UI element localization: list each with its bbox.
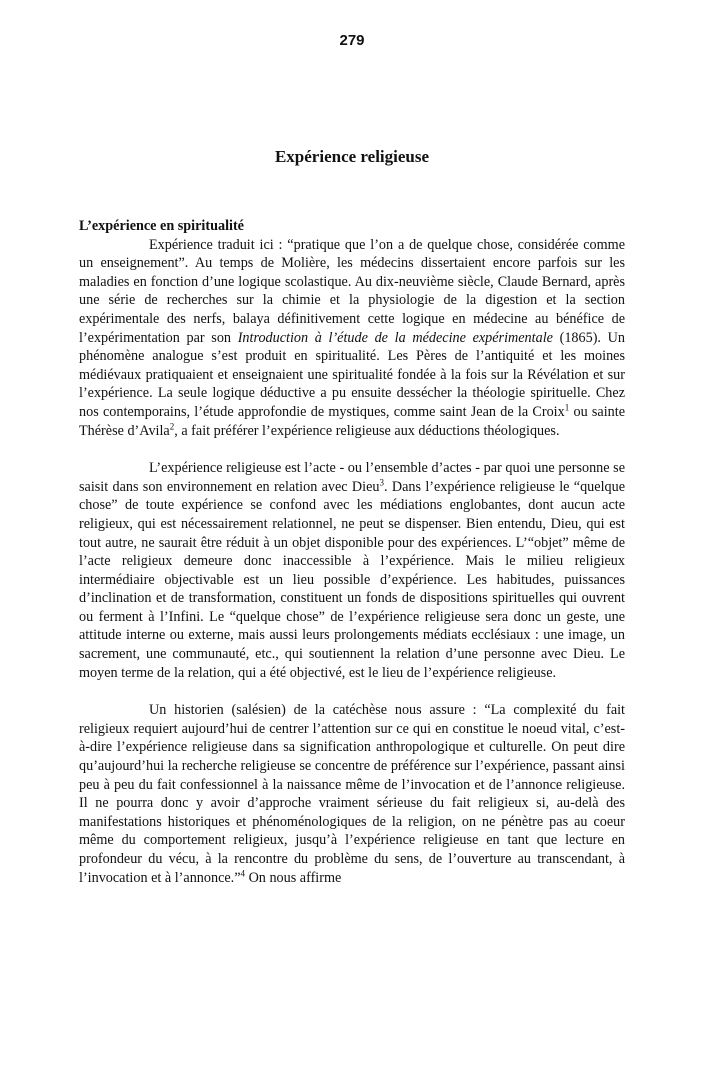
footnote-ref-1[interactable]: 1 bbox=[564, 402, 570, 413]
paragraph-2 bbox=[79, 459, 625, 682]
paragraph-1 bbox=[79, 236, 625, 441]
footnote-ref-4[interactable]: 4 bbox=[240, 867, 246, 878]
body-text bbox=[79, 217, 625, 887]
paragraph-2-text-a: L’expérience religieuse est l’acte - ou l’ensemble d’actes - par quoi une personne se saisit dans son environnement en relation avec Dieu bbox=[79, 460, 625, 495]
paragraph-1-text-a: Expérience traduit ici : “pratique que l’on a de quelque chose, considérée comme un enseignement”. Au temps de Molière, les médecins dissertaient encore parfois sur les maladies en fonction d’une logique scolastique. Au dix-neuvième siècle, Claude Bernard, après une série de recherches sur la chimie et la physiologie de la digestion et la section expérimentale des nerfs, balaya définitivement cette logique en médecine au bénéfice de l’expérimentation par son bbox=[79, 236, 625, 346]
paragraph-3 bbox=[79, 701, 625, 887]
paragraph-1-text-c: ou sainte Thérèse d’Avila bbox=[79, 403, 626, 439]
paragraph-1-text-d: , a fait préférer l’expérience religieuse aux déductions théologiques. bbox=[174, 422, 560, 439]
paragraph-3-text-b: On nous affirme bbox=[245, 869, 342, 886]
book-title: Introduction à l’étude de la médecine expérimentale bbox=[237, 329, 553, 346]
footnote-ref-2[interactable]: 2 bbox=[169, 420, 175, 431]
paragraph-1-text-b: (1865). Un phénomène analogue s’est produit en spiritualité. Les Pères de l’antiquité et les moines médiévaux pratiquaient et enseignaient une spiritualité fondée à la fois sur la Révélation et sur l’expérience. La seule logique déductive a pu ensuite dessécher la théologie spirituelle. Chez nos contemporains, l’étude approfondie de mystiques, comme saint Jean de la Croix bbox=[79, 329, 625, 420]
paragraph-3-text-a: Un historien (salésien) de la catéchèse nous assure : “La complexité du fait religieux requiert aujourd’hui de centrer l’attention sur ce qui en constitue le noeud vital, c’est-à-dire l’expérience religieuse dans sa signification anthropologique et culturelle. On peut dire qu’aujourd’hui la recherche religieuse se concentre de préférence sur l’expérience, passant ainsi peu à peu du fait confessionnel à la naissance même de l’invocation et de l’annonce religieuse. Il ne pourra donc y avoir d’approche vraiment sérieuse du fait religieux si, au-delà des manifestations historiques et phénoménologiques de la religion, on ne pénètre pas au coeur même du comportement religieux, jusqu’à l’expérience religieuse en tant que lecture en profondeur du vécu, à la rencontre du problème du sens, de l’ouverture au transcendant, à l’invocation et à l’annonce.” bbox=[79, 702, 625, 886]
section-heading: L’expérience en spiritualité bbox=[79, 218, 244, 234]
page-title: Expérience religieuse bbox=[274, 147, 430, 166]
paragraph-2-text-b: . Dans l’expérience religieuse le “quelque chose” de toute expérience se confond avec les médiations englobantes, dont aucun acte religieux, qui est nécessairement relationnel, ne peut se dispenser. Bien entendu, Dieu, qui est tout autre, ne saurait être réduit à un objet disponible pour des expériences. L’“objet” même de l’acte religieux demeure donc inaccessible à l’expérience. Mais le milieu religieux intermédiaire objectivable est un lieu possible d’expérience. Les habitudes, puissances d’inclination et de transformation, constituent un fonds de dispositions spirituelles qui ouvrent ou ferment à l’Infini. Le “quelque chose” de l’expérience religieuse sera donc un geste, une attitude interne ou externe, mais aussi leurs prolongements médiats ecclésiaux : une image, un sacrement, une communauté, etc., qui soutiennent la relation d’une personne avec Dieu. Le moyen terme de la relation, qui a été objectivé, est le lieu de l’expérience religieuse. bbox=[79, 478, 625, 681]
page-number: 279 bbox=[339, 32, 365, 49]
footnote-ref-3[interactable]: 3 bbox=[379, 476, 384, 487]
